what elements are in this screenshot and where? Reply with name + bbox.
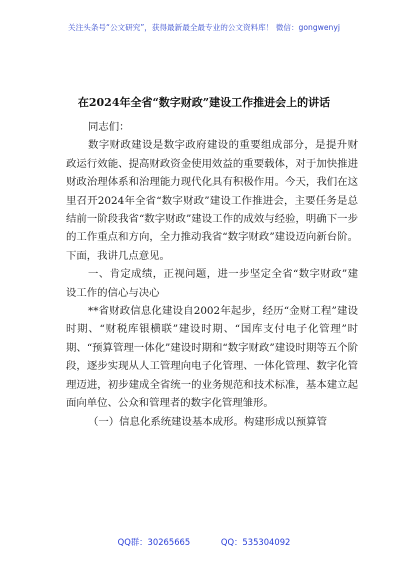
document-body [66,118,358,431]
footer-qq-contact: QQ：535304092 [220,537,291,547]
section-heading-1: 一、肯定成绩，正视问题，进一步坚定全省“数字财政”建设工作的信心与决心 [66,268,358,299]
greeting: 同志们： [88,121,130,133]
document-title: 在2024年全省“数字财政”建设工作推进会上的讲话 [77,96,331,109]
footer-qq-group: QQ群：30265665 [117,537,191,547]
header-banner: 关注头条号“公文研究”，获得最新最全最专业的公文资料库！ 微信：gongwenyj [68,23,340,32]
paragraph-history: **省财政信息化建设自2002年起步，经历“金财工程”建设时期、“财税库银横联”建设时期、“国库支付电子化管理”时期、“预算管理一体化”建设时期和“数字财政”建设时期等五个阶段，逐步实现从人工管理向电子化管理、一体化管理、数字化管理迈进，初步建成全省统一的业务规范和技术标准，基本建立起面向单位、公众和管理者的数字化管理雏形。 [66,305,358,410]
footer [0,536,408,548]
paragraph-intro: 数字财政建设是数字政府建设的重要组成部分，是提升财政运行效能、提高财政资金使用效益的重要载体，对于加快推进财政治理体系和治理能力现代化具有积极作用。今天，我们在这里召开2024年全省“数字财政”建设工作推进会，主要任务是总结前一阶段我省“数字财政”建设工作的成效与经验，明确下一步的工作重点和方向，全力推动我省“数字财政”建设迈向新台阶。下面，我讲几点意见。 [66,139,358,262]
subsection-heading-1: （一）信息化系统建设基本成形。构建形成以预算管 [88,415,327,428]
